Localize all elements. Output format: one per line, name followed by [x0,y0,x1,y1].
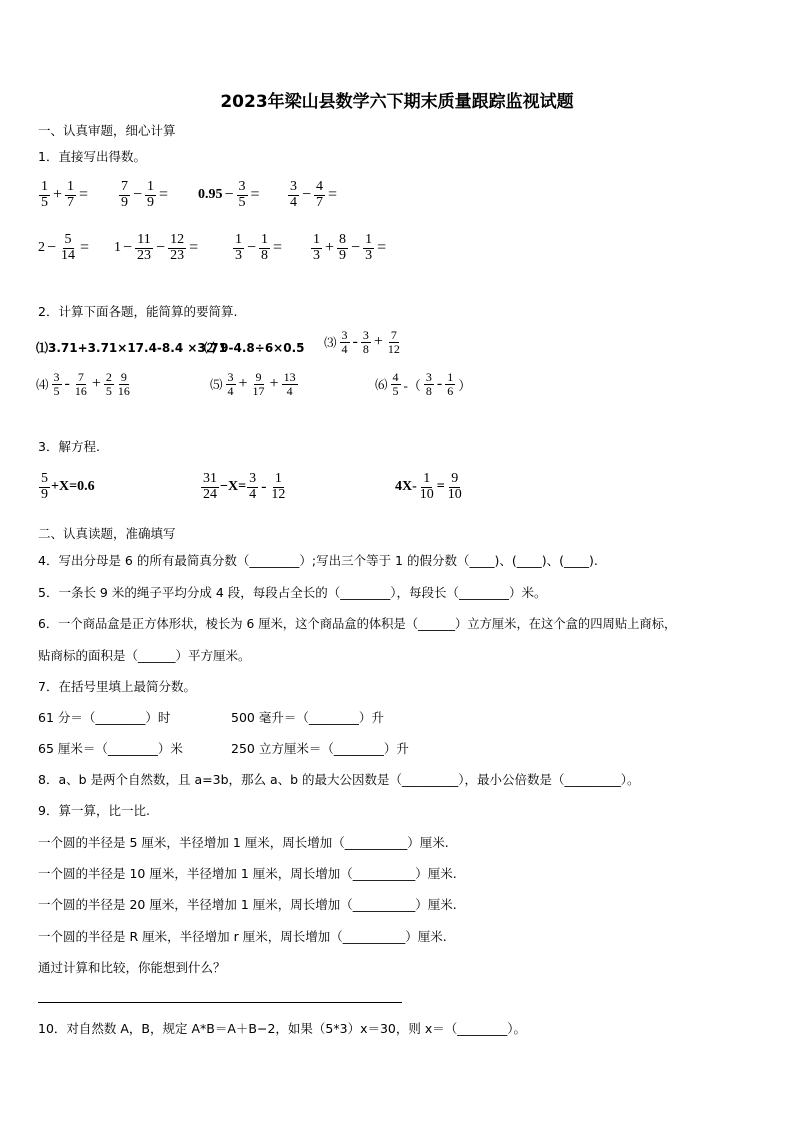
question-6-line-2: 贴商标的面积是（______）平方厘米。 [38,648,251,663]
fraction: 1 6 [447,370,454,398]
q2-problem-6: ⑹ 4 5 -（ 3 8 - 1 6 ） [375,370,472,398]
fraction: 31 24 [203,471,217,502]
question-10: 10．对自然数 A，B，规定 A*B＝A＋B−2，如果（5*3）x＝30，则 x＝（________）。 [38,1021,526,1036]
fraction: $\frac{1}{10}$ [419,471,434,502]
fraction: 9 16 [117,370,130,398]
fraction: $\frac{4}{7}$ [316,179,324,210]
fraction: 3 4 [227,370,234,398]
fraction: 3 8 [425,370,432,398]
fraction: $\frac{7}{12}$ [387,328,400,356]
q2-problem-3: ⑶ 3 4 - 3 8 + $\frac{7}{12}$ [324,328,400,356]
q7-item-3: 65 厘米＝（________）米 [38,741,183,756]
question-4: 4．写出分母是 6 的所有最简真分数（________）;写出三个等于 1 的假分数（____)、(____)、(____). [38,553,598,568]
question-3-heading: 3．解方程. [38,439,100,454]
question-2-heading: 2．计算下面各题，能简算的要简算. [38,304,238,319]
fraction: 1 3 [313,232,320,263]
q1-expr-2: 7 9 − $\frac{1}{9}$ = [121,179,169,210]
answer-line [38,1002,402,1003]
q2-problem-4: ⑷ 3 5 - 7 16 + $\frac{2}{5}$ 9 16 [36,370,130,398]
q1-expr-8: 1 3 + $\frac{8}{9}$ − $\frac{1}{3}$ = [313,232,387,263]
fraction: 5 9 [41,471,48,502]
fraction: 4 5 [392,370,399,398]
fraction: $\frac{1}{3}$ [365,232,373,263]
fraction: $\frac{1}{9}$ [147,179,155,210]
question-6-line-1: 6．一个商品盒是正方体形状，棱长为 6 厘米，这个商品盒的体积是（______）立方厘米，在这个盒的四周贴上商标， [38,617,677,631]
q3-equation-1: 5 9 +X=0.6 [41,471,95,502]
q7-item-1: 61 分＝（________）时 [38,710,171,725]
q2-problem-1: ⑴3.71+3.71×17.4-8.4 ×3.71 [36,341,228,355]
section-heading-calculation: 一、认真审题，细心计算 [38,123,176,138]
fraction: 3 5 [53,370,60,398]
q1-expr-5: 2 − $\frac{5}{14}$ = [38,232,90,263]
question-7-heading: 7．在括号里填上最简分数。 [38,679,196,694]
q1-expr-3: 0.95 − $\frac{3}{5}$ = [198,179,260,210]
fraction: 7 9 [121,179,128,210]
fraction: $\frac{5}{14}$ [61,232,76,263]
q1-expr-6: 1 − $\frac{11}{23}$ − $\frac{12}{23}$ = [114,232,199,263]
fraction: $\frac{9}{17}$ [252,370,265,398]
fraction: 3 8 [362,328,369,356]
fraction: $\frac{11}{23}$ [137,232,152,263]
question-9-heading: 9．算一算，比一比. [38,803,150,818]
fraction: $\frac{1}{7}$ [67,179,75,210]
fraction: $\frac{2}{5}$ [105,370,112,398]
page-title: 2023年梁山县数学六下期末质量跟踪监视试题 [220,92,574,112]
q7-item-2: 500 毫升＝（________）升 [231,710,384,725]
fraction: 3 4 [341,328,348,356]
q1-expr-4: 3 4 − $\frac{4}{7}$ = [290,179,338,210]
fraction: 1 5 [41,179,48,210]
section-heading-fill-in: 二、认真读题，准确填写 [38,526,176,541]
q1-expr-7: 1 3 − $\frac{1}{8}$ = [235,232,283,263]
fraction: 7 16 [74,370,87,398]
q9-line-4: 一个圆的半径是 R 厘米，半径增加 r 厘米，周长增加（__________）厘米. [38,929,447,944]
q9-line-2: 一个圆的半径是 10 厘米，半径增加 1 厘米，周长增加（__________）厘米. [38,866,457,881]
q9-line-1: 一个圆的半径是 5 厘米，半径增加 1 厘米，周长增加（__________）厘米. [38,835,449,850]
fraction: $\frac{8}{9}$ [339,232,347,263]
question-8: 8．a、b 是两个自然数，且 a=3b，那么 a、b 的最大公因数是（_________），最小公倍数是（_________）。 [38,772,640,787]
fraction: $\frac{13}{4}$ [283,370,296,398]
fraction: 1 12 [271,471,286,502]
q3-equation-2: 31 24 −X= $\frac{3}{4}$ - 1 12 [203,471,286,502]
q2-problem-2: ⑵ 9-4.8÷6×0.5 [204,341,305,355]
fraction: 3 4 [290,179,297,210]
fraction: 1 3 [235,232,242,263]
q9-line-5: 通过计算和比较，你能想到什么？ [38,960,226,975]
q2-problem-5: ⑸ 3 4 + $\frac{9}{17}$ + $\frac{13}{4}$ [210,370,296,398]
fraction: $\frac{9}{10}$ [447,471,462,502]
fraction: $\frac{3}{5}$ [238,179,246,210]
q9-line-3: 一个圆的半径是 20 厘米，半径增加 1 厘米，周长增加（__________）厘米. [38,897,457,912]
q1-expr-1: 1 5 + $\frac{1}{7}$ = [41,179,89,210]
question-5: 5．一条长 9 米的绳子平均分成 4 段，每段占全长的（________），每段长（________）米。 [38,585,547,600]
fraction: $\frac{3}{4}$ [249,471,257,502]
q3-equation-3: 4X- $\frac{1}{10}$ = $\frac{9}{10}$ [395,471,462,502]
q7-item-4: 250 立方厘米＝（________）升 [231,741,409,756]
fraction: $\frac{12}{23}$ [170,232,185,263]
question-1-heading: 1．直接写出得数。 [38,149,146,164]
fraction: $\frac{1}{8}$ [261,232,269,263]
